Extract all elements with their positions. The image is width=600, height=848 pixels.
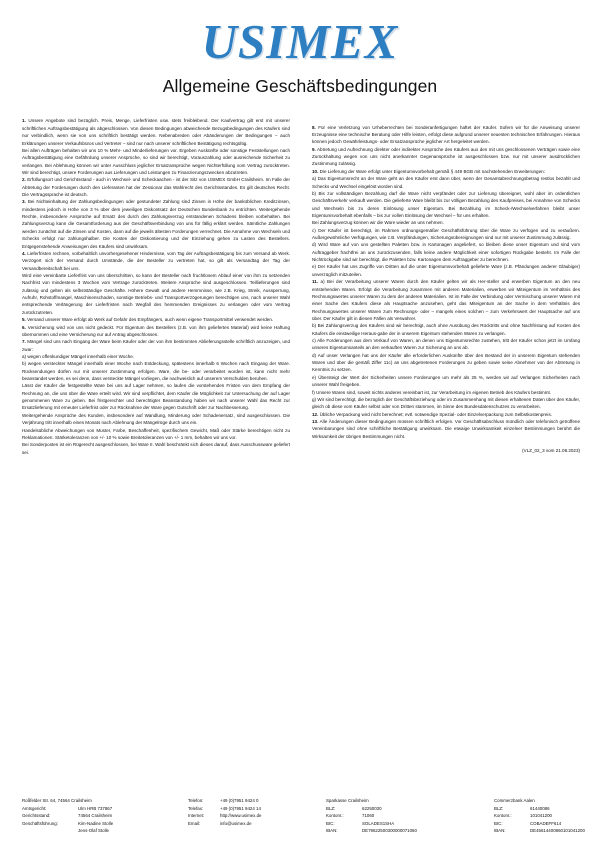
footer-row-value: Jens-Olaf Stolle bbox=[78, 828, 109, 834]
footer-row bbox=[494, 827, 600, 835]
document-footer bbox=[0, 797, 600, 835]
clause-paragraph: b) Bei Zahlungsverzug des Käufers sind wir berechtigt, auch ohne Ausübung des Rücktritts und ohne Nachfristung auf Kosten des Käufers die einstweilige Heraus-gabe der in unserem Eigentum stehenden Waren zu verlangen. bbox=[312, 323, 580, 336]
footer-row-label: Internet: bbox=[188, 813, 205, 819]
footer-row bbox=[22, 827, 172, 835]
footer-row-value: 101041200 bbox=[530, 813, 552, 819]
terms-columns bbox=[0, 97, 600, 456]
footer-street-row bbox=[22, 797, 172, 805]
version-note: (VLZ_02_3 vom 21.08.2023) bbox=[522, 448, 580, 454]
footer-row-label: Kontonr.: bbox=[326, 813, 344, 819]
footer-row-label: BLZ: bbox=[494, 805, 504, 811]
footer-row-value: DE79622500300000071060 bbox=[362, 828, 417, 834]
footer-street: Roßfelder Str. 64, 74564 Crailsheim bbox=[22, 798, 92, 804]
footer-row bbox=[188, 805, 310, 813]
clause-paragraph: b) wegen versteckter Mängel innerhalb einer Woche nach Entdeckung, spätestens innerhalb 6 Wochen nach Eingang der Ware. Rücksendungen dürfen nur mit unserer Zustimmung erfolgen. Ware, die be- oder verarbeitet worden ist, kann nicht mehr beanstandet werden, es sei denn, dass versteckte Mängel vorliegen, die nachweislich auf unserem Verschulden beruhen. bbox=[22, 361, 290, 382]
footer-row-label: BLZ: bbox=[326, 805, 336, 811]
footer-bank2-block bbox=[494, 797, 600, 835]
footer-row-value: +49 (0)7951 9424 0 bbox=[220, 798, 259, 804]
footer-row-value: SOLADES1SHA bbox=[362, 820, 395, 826]
clause-number: 7. bbox=[22, 339, 26, 345]
footer-row bbox=[494, 820, 600, 828]
clause-number: 11. bbox=[312, 279, 319, 285]
footer-row bbox=[22, 812, 172, 820]
footer-address-block bbox=[22, 797, 172, 835]
footer-row-value: DE45614400860101041200 bbox=[530, 828, 585, 834]
clause-paragraph: 7. Mängel sind uns nach Eingang der Ware beim Käufer oder der von ihm bestimmten Ablieferungsstelle schriftlich anzuzeigen, und zwar: bbox=[22, 339, 290, 352]
footer-row bbox=[22, 805, 172, 813]
footer-row bbox=[326, 805, 478, 813]
clause-paragraph: d) Auf unser Verlangen hat uns der Käufer alle erforderlichen Auskünfte über den Bestand der in unserem Eigentum stehenden Waren und über die gemäß Ziffer 11c) an uns abgetretenen Forderungen zu geben sowie seine Abnehmer von der Abtretung in Kenntnis zu setzen. bbox=[312, 352, 580, 373]
clause-number: 4. bbox=[22, 250, 26, 256]
clause-paragraph: 11. a) Bei der Verarbeitung unserer Waren durch den Käufer gelten wir als Her-steller und erwerben Eigentum an den neu entstehenden Waren. Erfolgt die Verarbeitung zusammen mit anderen Materialien, erwerben wir Miteigentum im Verhältnis des Rechnungswertes unserer Waren zu dem der anderen Materialien. Ist im Falle der Verbindung oder Vermischung unserer Waren mit einer Sache des Käufers diese als Hauptsache anzusehen, geht das Miteigentum an der Sache in dem Verhältnis des Rechnungswertes unserer Waren zum Rechnungs- oder – mangels eines solchen – zum Verkehrswert der Hauptsache auf uns über. Der Käufer gilt in diesen Fällen als Verwahrer. bbox=[312, 279, 580, 321]
footer-row bbox=[188, 820, 310, 828]
clause-paragraph: 3. Bei Nichteinhaltung der Zahlungsbedingungen oder gestundeter Zahlung sind Zinsen in Höhe der banküblichen Kreditzinsen, mindestens jedoch in Höhe von 3 % über dem jeweiligen Diskontsatz der Deutschen Bundesbank zu entrichten. Weitergehende Rechte, insbesondere Ansprüche auf Ersatz des durch den Zahlungsverzug entstandenen Schadens bleiben vorbehalten. Bei Zahlungsverzug kann die Gesamtforderung aus der Geschäftsverbindung von uns für fällig erklärt werden. Sämtliche Zahlungen werden zunächst auf die Zinsen und Kosten, dann auf die jeweils ältesten Forderungen verrechnet. Die Annahme von Wechseln und Schecks erfolgt nur zahlungshalber. Die Kosten der Diskontierung und der Einziehung gehen zu Lasten des Bestellers. Entgegenstehende Anweisungen des Käufers sind unwirksam. bbox=[22, 199, 290, 249]
clause-paragraph: 9. Abtretung und Aufrechnung direkter oder indirekter Ansprüche des Käufers aus den mit uns geschlossenen Verträgen sowie eine Zurückhaltung wegen von uns nicht anerkannter Gegenansprüche ist ausgeschlossen bzw. nur mit unserer ausdrücklichen Zustimmung zulässig. bbox=[312, 146, 580, 167]
footer-row bbox=[326, 827, 478, 835]
footer-row-value: COBADEFF614 bbox=[530, 820, 562, 826]
clause-paragraph: f) Unsere Waren sind, soweit nichts anderes vereinbart ist, zur Verarbeitung im eigenen Betrieb des Käufers bestimmt. bbox=[312, 389, 552, 395]
footer-bank1-name: Sparkasse Crailsheim bbox=[326, 798, 369, 804]
footer-bank1-name-row bbox=[326, 797, 478, 805]
clause-number: 9. bbox=[312, 146, 316, 152]
clause-number: 10. bbox=[312, 168, 319, 174]
footer-row-value: +49 (0)7951 9424 14 bbox=[220, 805, 261, 811]
footer-row-value: http://www.usimex.de bbox=[220, 813, 262, 819]
clause-paragraph: 4. Lieferfristen rechnen, vorbehaltlich unvorhergesehener Hindernisse, vom Tag der Auftragsbestätigung bis zum Versand ab Werk. Verzögert sich der Versand durch Umstände, die der Besteller zu vertreten hat, so gilt als Versandtag der Tag der Versandbereitschaft bei uns. bbox=[22, 250, 290, 271]
clause-number: 6. bbox=[22, 324, 26, 330]
page-title: Allgemeine Geschäftsbedingungen bbox=[162, 76, 438, 97]
clause-number: 5. bbox=[22, 317, 26, 323]
footer-bank2-name: Commerzbank Aalen bbox=[494, 798, 535, 804]
footer-row bbox=[188, 797, 310, 805]
footer-contact-block bbox=[188, 797, 310, 835]
footer-row-label: Telefax: bbox=[188, 805, 204, 811]
clause-paragraph: Lässt der Käufer die festgestellte Ware bei uns auf Lager nehmen, so laufen die vorstehenden Fristen von dem Empfang der Rechnung an, die uns über die Ware erteilt wird. Wir sind verpflichtet, dem Käufer die Möglichkeit zur Untersuchung der auf Lager genommenen Ware zu geben. Bei fristgerechter und berechtigter Beanstandung haben wir nach unserer Wahl das Recht zur Ersatzlieferung mit erneuter Lieferfrist oder zur Rücknahme der Ware gegen Gutschrift oder zur Nachbesserung. bbox=[22, 383, 290, 411]
clause-paragraph: 10. Die Lieferung der Ware erfolgt unter Eigentumsvorbehalt gemäß § 449 BGB mit nachstehenden Erweiterungen: bbox=[312, 168, 545, 174]
clause-paragraph: 5. Versand unserer Ware erfolgt ab Werk auf Gefahr des Empfängers, auch wenn eigene Transportmittel verwendet werden. bbox=[22, 317, 274, 323]
clause-paragraph: 6. Versicherung wird von uns nicht gedeckt. Für Eigentum des Bestellers (z.B. von ihm geliefertes Material) wird keine Haftung übernommen und eine Versicherung nur auf Antrag abgeschlossen. bbox=[22, 324, 290, 337]
footer-row-label bbox=[22, 827, 78, 835]
footer-row bbox=[188, 812, 310, 820]
clause-paragraph: e) Übersteigt der Wert der Sicherheiten unsere Forderungen um mehr als 25 %, werden wir auf Verlangen Sicherheiten nach unserer Wahl freigeben. bbox=[312, 374, 580, 388]
footer-row bbox=[22, 820, 172, 828]
footer-row-label: Kontonr.: bbox=[494, 813, 512, 819]
clause-paragraph: 8. Für eine Verletzung von Urheberrechten bei Sonderanfertigungen haftet der Käufer. Sofern wir für die Anweisung unserer Erzeugnisse eine technische Beratung oder Hilfe leisten, erfolgt diese aufgrund unserer neuesten technischen Erfahrungen. Hieraus können jedoch Gewährleistungs- oder Ersatzansprüche jeglicher Art hergeleitet werden. bbox=[312, 124, 580, 145]
clause-number: 12. bbox=[312, 411, 319, 417]
footer-row-label: Gerichtsstand: bbox=[22, 813, 51, 819]
clause-paragraph: c) Alle Forderungen aus dem Verkauf von Waren, an denen uns Eigentumsrechte zustehen, tritt der Käufer schon jetzt im Umfang unseres Eigentumsanteils an den verkauften Waren zur Sicherung an uns ab. bbox=[312, 338, 580, 351]
clause-paragraph: Weitergehende Ansprüche des Kunden, insbesondere auf Wandlung, Minderung oder Schadenersatz, sind ausgeschlossen. Die Verjährung tritt innerhalb eines Monats nach Ablehnung der Mängelrüge durch uns ein. bbox=[22, 412, 290, 426]
clause-paragraph: a) wegen offenkundiger Mängel innerhalb einer Woche. bbox=[22, 353, 135, 359]
footer-row-label: Amtsgericht: bbox=[22, 805, 47, 811]
footer-row-label: Telefon: bbox=[188, 798, 204, 804]
footer-row-value: info@usimex.de bbox=[220, 820, 252, 826]
footer-row bbox=[326, 820, 478, 828]
clause-number: 8. bbox=[312, 124, 316, 130]
document-header bbox=[0, 0, 600, 97]
clause-paragraph: Wird eine vereinbarte Lieferfrist von uns überschritten, so kann der Besteller nach fruchtlosem Ablauf einer von ihm zu setzenden Nachfrist von mindestens 3 Wochen vom Vertrage zurücktreten. Weitere Ansprüche sind ausgeschlossen. Teillieferungen sind zulässig und gelten als selbstständige Geschäfte. Höhere Gewalt und andere Hemmnisse, wie z.B. Krieg, Streik, Aussperrung, Aufruhr, Rohstoffmangel, Maschinenschaden, sonstige Betriebs- und Transportverzögerungen berechtigen uns, nach unserer Wahl entsprechende Verlängerung der Lieferfristen nach Wegfall des hemmenden Ereignisses zu verlangen oder vom Vertrag zurückzutreten. bbox=[22, 272, 290, 315]
clause-paragraph: 2. Erfüllungsort und Gerichtsstand - auch in Wechsel- und Scheckaachen - ist der Sitz von USIMEX GmbH Crailsheim. Im Falle der Abtretung der Forderungen durch den Lieferanten hat der Zessionar das Wahlrecht des Gerichtsstandes. Es gilt deutsches Recht. Die Vertragssprache ist deutsch. bbox=[22, 177, 290, 198]
footer-row-value: 71060 bbox=[362, 813, 375, 819]
footer-row-label: BIC: bbox=[494, 820, 503, 826]
footer-row bbox=[326, 812, 478, 820]
footer-row bbox=[494, 812, 600, 820]
footer-row-value: Kim-Nadine Stolle bbox=[78, 820, 114, 826]
clause-number: 13. bbox=[312, 419, 319, 424]
clause-paragraph: b) Bis zur vollständigen Bezahlung darf die Ware nicht verpfändet oder zur Lieferung übereignet, wohl aber im ordentlichen Geschäftsverkehr verkauft werden. Die gelieferte Ware bleibt bis zur völligen Bezahlung des Kaufpreises, bei Annahme von Schecks und Wechseln bis zu deren Einlösung unser Eigentum. Bei Bezahlung im Scheck-/Wechselverfahren bleibt unser Eigentumsvorbehalt ebenfalls – bis zur vollen Einlösung der Wechsel – für uns erhalten. bbox=[312, 190, 581, 218]
clause-number: 2. bbox=[22, 177, 26, 183]
clause-paragraph: c) Der Käufer ist berechtigt, im Rahmen ordnungsgemäßer Geschäftsführung über die Ware zu verfügen und zu veräußern. Außergewöhnliche Verfügungen, wie z.B. Verpfändungen, Sicherungsübereignungen sind nur mit unserer Zustimmung zulässig. bbox=[312, 227, 580, 241]
footer-bank2-name-row bbox=[494, 797, 600, 805]
footer-row-value: 74564 Crailsheim bbox=[78, 813, 113, 819]
footer-row-value: Ulm HRB 737867 bbox=[78, 805, 113, 811]
clause-number: 1. bbox=[22, 118, 26, 124]
footer-row-label: BIC: bbox=[326, 820, 335, 826]
footer-row-label: IBAN: bbox=[494, 828, 506, 834]
clause-paragraph: Handelsübliche Abweichungen von Muster, Farbe, Beschaffenheit, spezifischem Gewicht, Maß oder Stärke berechtigen nicht zu Reklamationen. Stärketoleranzen von +/- 10 % sowie Breitetoleranzen von +/- 1 mm, behalten wir uns vor. bbox=[22, 427, 290, 440]
footer-row-value: 61440086 bbox=[530, 805, 550, 811]
footer-row-value: 62250030 bbox=[362, 805, 382, 811]
footer-row-label: Geschäftsführung: bbox=[22, 820, 58, 826]
clause-paragraph: a) Das Eigentumsrecht an der Ware geht an den Käufer erst dann über, wenn der Gesamtabrechnungsbetrag restlos bezahlt und Schecks und Wechsel eingelöst worden sind. bbox=[312, 176, 580, 189]
clause-paragraph: Bei Sonderposten ist ein Rügerecht ausgeschlossen, bei Ware II. Wahl beschränkt sich dieses darauf, dass Ausschussware geliefert sei. bbox=[22, 442, 290, 455]
clause-paragraph: d) Wird Ware auf von uns gestellten Paletten bzw. in Kartonagen angeliefert, so bleiben diese unser Eigentum und sind vom Auftraggeber frachtfrei an uns zurückzusenden, falls keine andere Möglichkeit einer sofortigen Rückgabe besteht. Im Falle der Nichtrückgabe sind wir berechtigt, die Paletten bzw. Kartonagen dem Auftraggeber zu berechnen. bbox=[312, 242, 580, 263]
clause-paragraph: 12. Übliche Verpackung wird nicht berechnet; evtl. notwendige Spezial- oder Einzelverpackung zum Selbstkostenpreis. bbox=[312, 411, 553, 417]
footer-row bbox=[494, 805, 600, 813]
footer-row-label: Email: bbox=[188, 820, 201, 826]
clause-paragraph: Bei Zahlungsverzug können wir die Ware wieder an uns nehmen. bbox=[312, 220, 444, 226]
left-column bbox=[22, 117, 290, 456]
clause-paragraph: e) Der Käufer hat uns Zugriffe von Dritten auf die unter Eigentumsvorbehalt gelieferte Ware (z.B. Pfändungen anderer Gläubiger) unverzüglich mitzuteilen. bbox=[312, 264, 580, 277]
footer-row-label: IBAN: bbox=[326, 828, 338, 834]
company-logo: USIMEX bbox=[201, 14, 399, 69]
right-column bbox=[312, 117, 580, 456]
clause-paragraph: Bei allen Aufträgen behalten wir uns 10 % Mehr- und Minderlieferungen vor. Ergeben Auskünfte oder sonstige Feststellungen nach Auftragsbestätigung eine Gefährdung unserer Ansprüche, so sind wir berechtigt, Vorauszahlung oder ausreichende Sicherheit zu verlangen. Bei Ablehnung können wir unter Ausschluss jeglicher Ersatzansprüche wegen Nichterfüllung vom Vertrag zurücktreten. Wir sind berechtigt, unsere Forderungen aus Lieferungen und Leistungen zu Finanzierungszwecken abzutreten. bbox=[22, 147, 290, 175]
clause-paragraph: g) Wir sind berechtigt, die bezüglich der Geschäftsbeziehung oder im Zusammenhang mit diesen erhaltenen Daten über den Käufer, gleich ob diese vom Käufer selbst oder von Dritten stammen, im Sinne des Bundesdatenschutzes zu verarbeiten. bbox=[312, 396, 580, 410]
clause-number: 3. bbox=[22, 199, 26, 205]
clause-paragraph: 1. Unsere Angebote sind bezüglich. Preis, Menge, Lieferfristen usw. stets freibleibend. Der Kaufvertrag gilt erst mit unserer schriftlichen Auftragsbestätigung als abgeschlossen. Von diesen Bedingungen abweichende Bezugsbedingungen des Käufers sind nur verbindlich, wenn sie von uns schriftlich bestätigt werden. Nebenabreden oder Abänderungen der Bedingungen – auch Erklärungen unserer Verkaufsbüros und Vertreter – sind nur nach unserer schriftlichen Bestätigung rechtsgültig. bbox=[22, 118, 290, 146]
clause-paragraph: 13. Alle Änderungen dieser Bedingungen müssen schriftlich erfolgen. Vor Geschäftsabschluss mündlich oder telefonisch getroffene Vereinbarungen sind ohne schriftliche Bestätigung unwirksam. Die etwaige Unwirksamkeit einzelner Bestimmungen berührt die Wirksamkeit der übrigen Bestimmungen nicht. bbox=[312, 419, 580, 439]
footer-bank1-block bbox=[326, 797, 478, 835]
